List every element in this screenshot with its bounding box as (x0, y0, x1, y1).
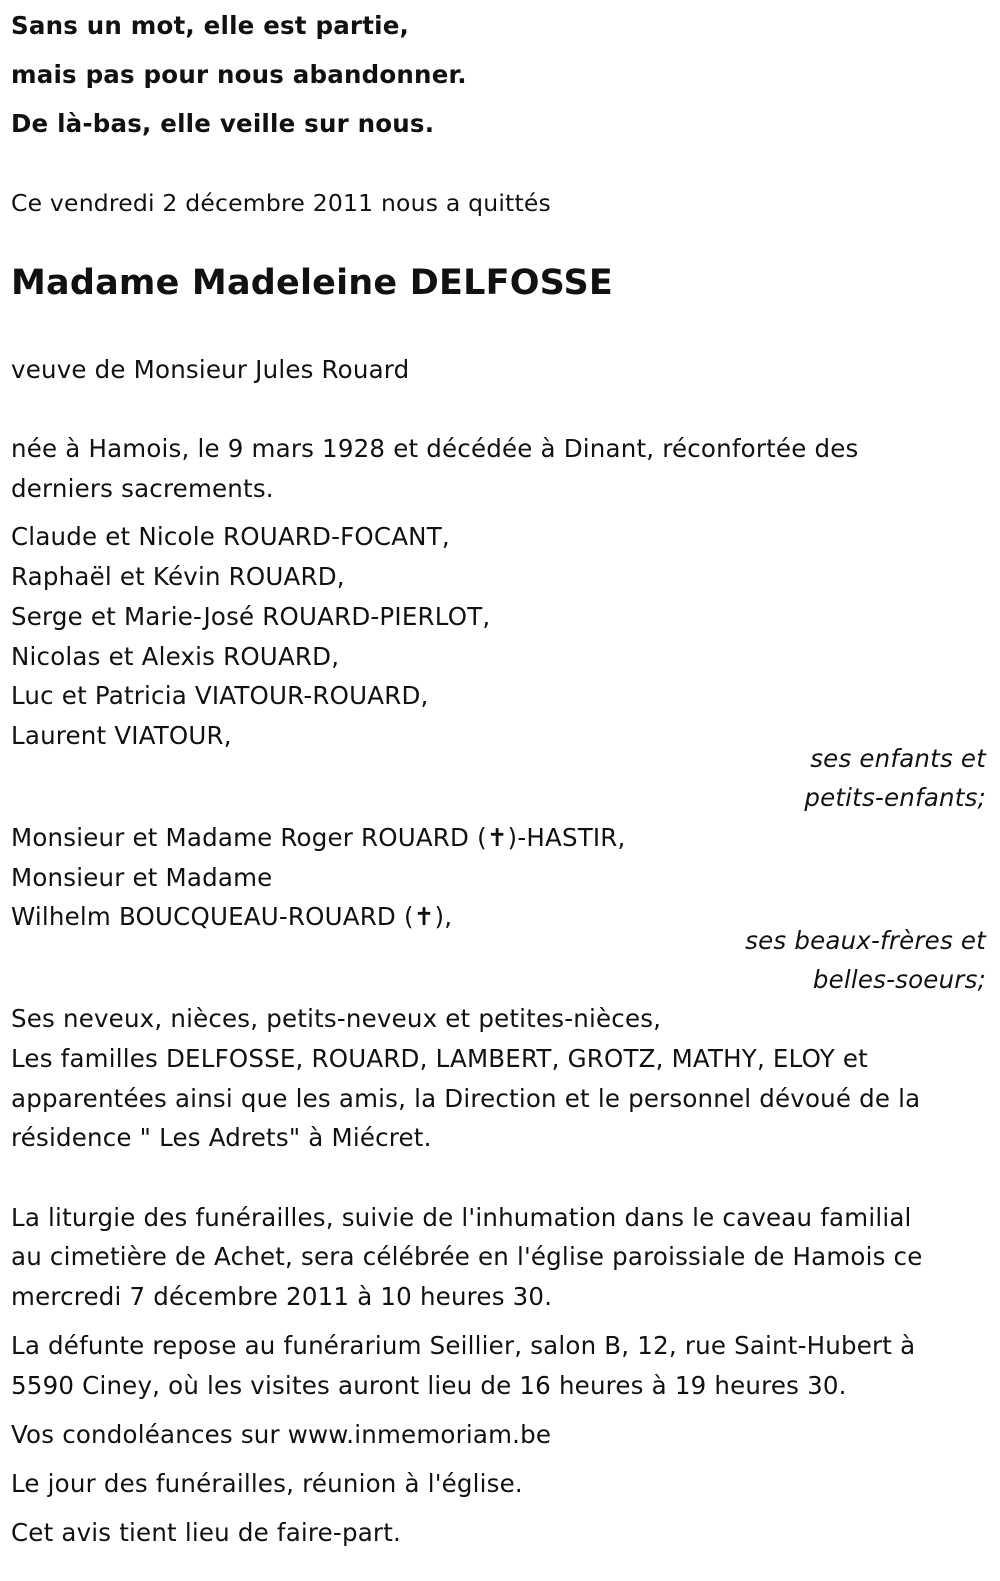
repose-line: La défunte repose au funérarium Seillier, salon B, 12, rue Saint-Hubert à (11, 1331, 916, 1360)
poem-line-3: De là-bas, elle veille sur nous. (11, 109, 435, 138)
extended-family-line: Ses neveux, nièces, petits-neveux et petites-nièces, (11, 1004, 662, 1033)
widow-of: veuve de Monsieur Jules Rouard (11, 355, 410, 384)
in-law-name: Monsieur et Madame (11, 863, 273, 892)
notice-text: Cet avis tient lieu de faire-part. (11, 1518, 401, 1547)
repose-line: 5590 Ciney, où les visites auront lieu de 16 heures à 19 heures 30. (11, 1371, 847, 1400)
poem-line-2: mais pas pour nous abandonner. (11, 60, 467, 89)
poem-line-1: Sans un mot, elle est partie, (11, 11, 410, 40)
extended-family-line: Les familles DELFOSSE, ROUARD, LAMBERT, GROTZ, MATHY, ELOY et (11, 1044, 868, 1073)
condolences-text: Vos condoléances sur www.inmemoriam.be (11, 1420, 552, 1449)
child-name: Laurent VIATOUR, (11, 721, 232, 750)
child-name: Nicolas et Alexis ROUARD, (11, 642, 340, 671)
intro-text: Ce vendredi 2 décembre 2011 nous a quittés (11, 189, 551, 217)
child-name: Claude et Nicole ROUARD-FOCANT, (11, 522, 450, 551)
birth-death-line-2: derniers sacrements. (11, 474, 274, 503)
child-name: Raphaël et Kévin ROUARD, (11, 562, 345, 591)
funeral-line: La liturgie des funérailles, suivie de l'inhumation dans le caveau familial (11, 1203, 912, 1232)
in-law-name: Monsieur et Madame Roger ROUARD (✝)-HASTIR, (11, 823, 626, 852)
birth-death-line-1: née à Hamois, le 9 mars 1928 et décédée à Dinant, réconfortée des (11, 434, 859, 463)
in-laws-role-line-1: ses beaux-frères et (745, 926, 986, 955)
extended-family-line: apparentées ainsi que les amis, la Direction et le personnel dévoué de la (11, 1084, 921, 1113)
children-role-line-2: petits-enfants; (804, 783, 986, 812)
extended-family-line: résidence " Les Adrets" à Miécret. (11, 1123, 432, 1152)
funeral-line: mercredi 7 décembre 2011 à 10 heures 30. (11, 1282, 553, 1311)
children-role-line-1: ses enfants et (810, 744, 986, 773)
funeral-line: au cimetière de Achet, sera célébrée en l'église paroissiale de Hamois ce (11, 1242, 923, 1271)
child-name: Luc et Patricia VIATOUR-ROUARD, (11, 681, 429, 710)
meeting-text: Le jour des funérailles, réunion à l'église. (11, 1469, 523, 1498)
in-law-name: Wilhelm BOUCQUEAU-ROUARD (✝), (11, 902, 453, 931)
child-name: Serge et Marie-José ROUARD-PIERLOT, (11, 602, 491, 631)
in-laws-role-line-2: belles-soeurs; (812, 965, 986, 994)
deceased-name: Madame Madeleine DELFOSSE (11, 263, 613, 303)
